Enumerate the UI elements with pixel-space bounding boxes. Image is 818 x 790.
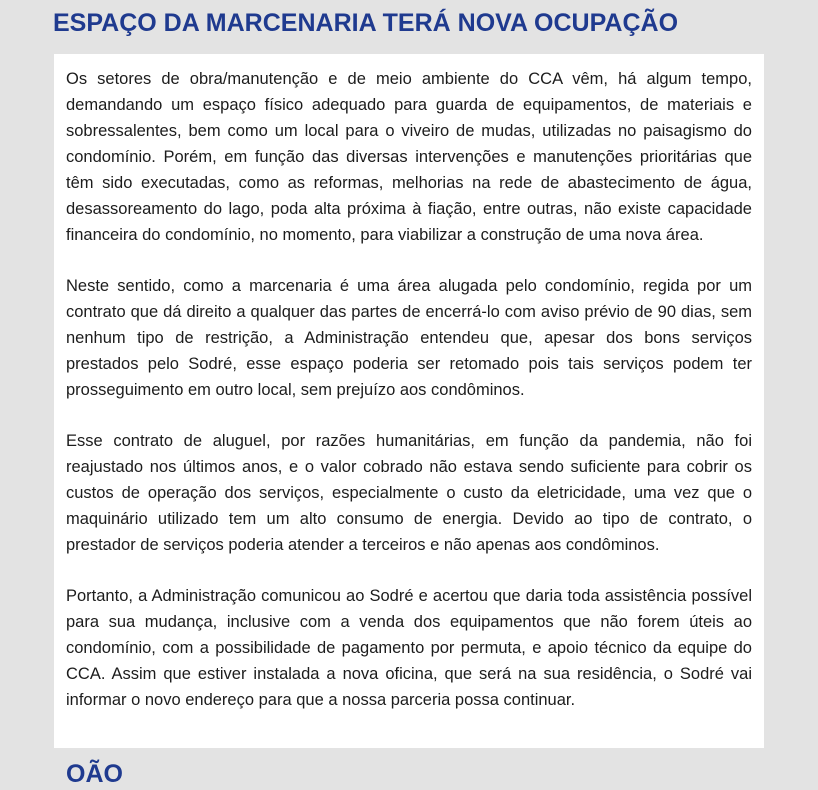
next-article-title-fragment [66, 758, 123, 788]
next-article-title-text: OÃO [66, 760, 123, 788]
article-paragraph: Os setores de obra/manutenção e de meio ambiente do CCA vêm, há algum tempo, demandando um espaço físico adequado para guarda de equipamentos, de materiais e sobressalentes, bem como um local para o viveiro de mudas, utilizadas no paisagismo do condomínio. Porém, em função das diversas intervenções e manutenções prioritárias que têm sido executadas, como as reformas, melhorias na rede de abastecimento de água, desassoreamento do lago, poda alta próxima à fiação, entre outras, não existe capacidade financeira do condomínio, no momento, para viabilizar a construção de uma nova área. [66, 70, 752, 244]
article-body [54, 54, 764, 748]
article-paragraph: Esse contrato de aluguel, por razões humanitárias, em função da pandemia, não foi reajustado nos últimos anos, e o valor cobrado não estava sendo suficiente para cobrir os custos de operação dos serviços, especialmente o custo da eletricidade, uma vez que o maquinário utilizado tem um alto consumo de energia. Devido ao tipo de contrato, o prestador de serviços poderia atender a terceiros e não apenas aos condôminos. [66, 432, 752, 554]
article-title: ESPAÇO DA MARCENARIA TERÁ NOVA OCUPAÇÃO [53, 9, 679, 37]
article-paragraph: Portanto, a Administração comunicou ao Sodré e acertou que daria toda assistência possível para sua mudança, inclusive com a venda dos equipamentos que não forem úteis ao condomínio, com a possibilidade de pagamento por permuta, e apoio técnico da equipe do CCA. Assim que estiver instalada a nova oficina, que será na sua residência, o Sodré vai informar o novo endereço para que a nossa parceria possa continuar. [66, 587, 752, 709]
article-paragraph: Neste sentido, como a marcenaria é uma área alugada pelo condomínio, regida por um contrato que dá direito a qualquer das partes de encerrá-lo com aviso prévio de 90 dias, sem nenhum tipo de restrição, a Administração entendeu que, apesar dos bons serviços prestados pelo Sodré, esse espaço poderia ser retomado pois tais serviços podem ter prosseguimento em outro local, sem prejuízo aos condôminos. [66, 277, 752, 399]
